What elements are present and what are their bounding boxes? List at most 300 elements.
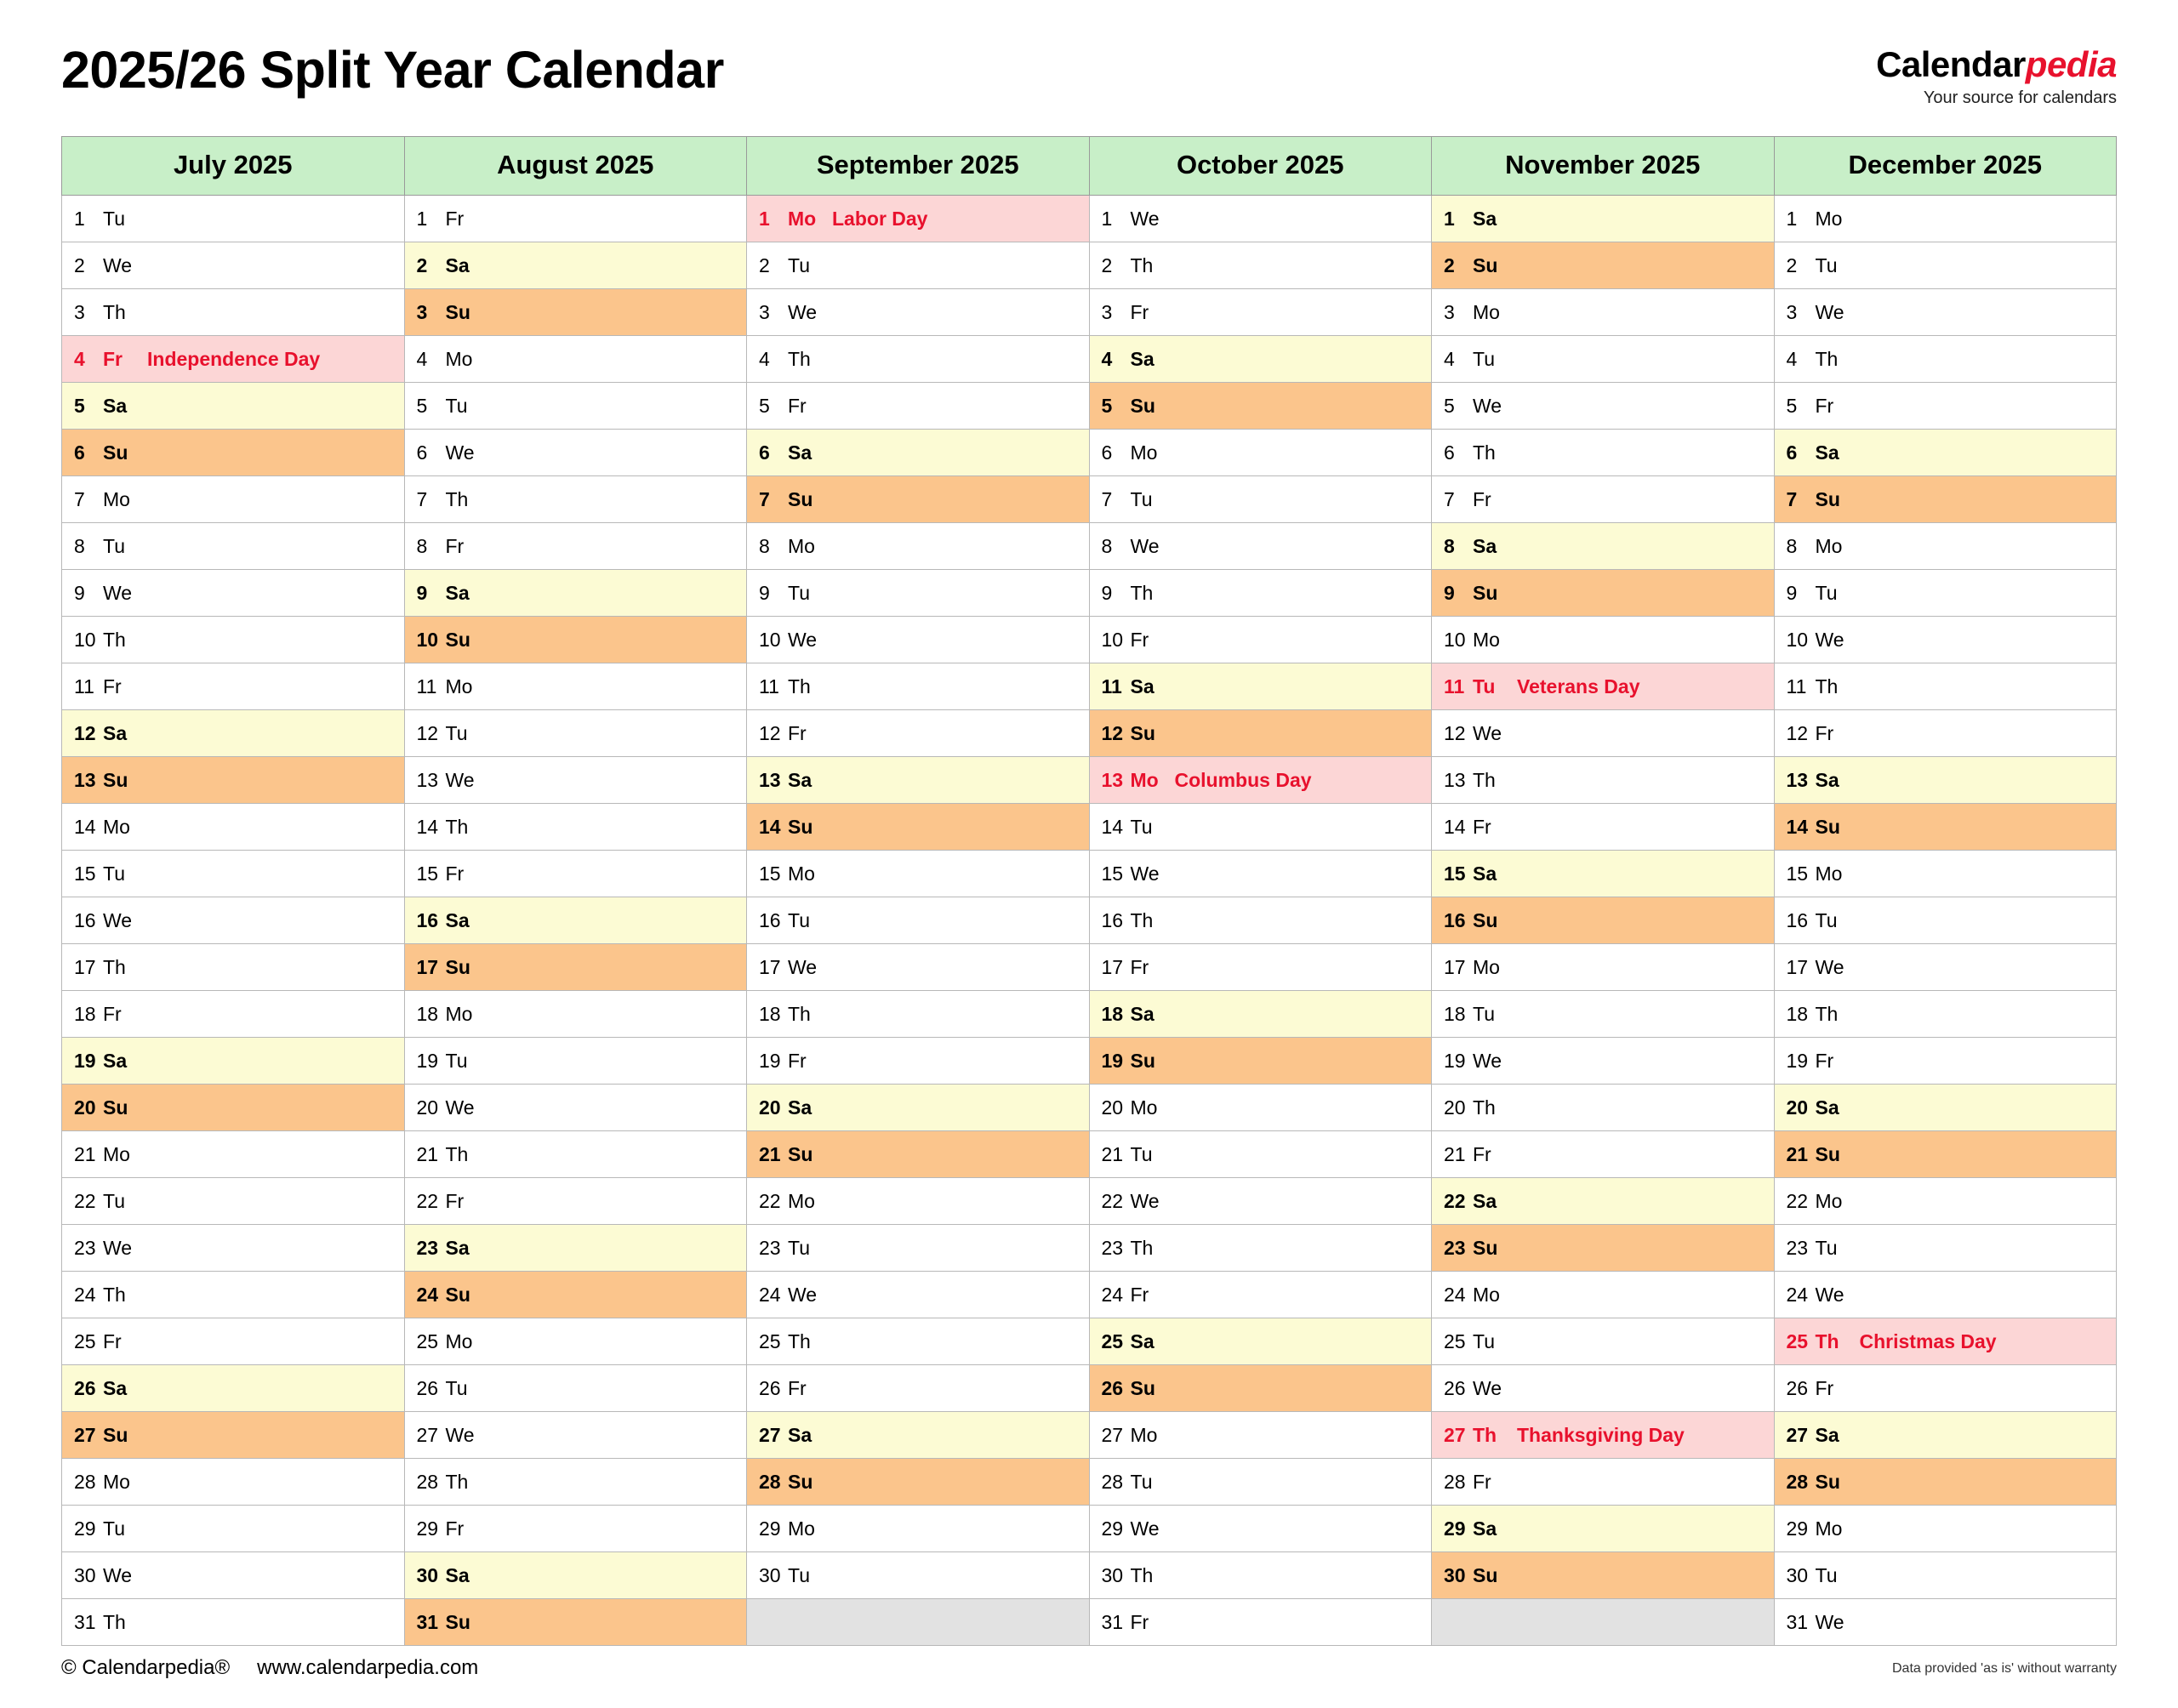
day-cell[interactable] <box>1774 1225 2117 1272</box>
day-cell[interactable] <box>404 430 747 476</box>
day-cell[interactable] <box>1774 710 2117 757</box>
day-cell[interactable] <box>62 1365 405 1412</box>
day-number: 17 <box>74 955 96 978</box>
day-cell[interactable] <box>747 1038 1090 1085</box>
day-cell[interactable] <box>404 897 747 944</box>
day-cell[interactable] <box>404 476 747 523</box>
day-cell[interactable] <box>404 336 747 383</box>
day-cell[interactable] <box>747 757 1090 804</box>
day-cell[interactable] <box>747 570 1090 617</box>
day-cell[interactable] <box>747 1552 1090 1599</box>
day-number: 7 <box>1101 487 1113 510</box>
day-cell[interactable] <box>1774 476 2117 523</box>
day-number: 10 <box>1444 628 1466 651</box>
day-cell[interactable] <box>1432 804 1775 851</box>
day-cell[interactable] <box>1089 289 1432 336</box>
day-cell[interactable] <box>1432 1272 1775 1318</box>
day-cell[interactable] <box>1774 336 2117 383</box>
calendar-row <box>62 1365 2117 1412</box>
day-cell[interactable] <box>62 523 405 570</box>
day-cell[interactable] <box>1089 1225 1432 1272</box>
day-number: 15 <box>1444 862 1466 885</box>
day-cell[interactable] <box>1774 944 2117 991</box>
day-cell[interactable] <box>62 476 405 523</box>
day-of-week: We <box>788 955 818 978</box>
day-cell[interactable] <box>1774 1459 2117 1506</box>
day-cell[interactable] <box>1432 663 1775 710</box>
day-cell[interactable] <box>1774 1552 2117 1599</box>
day-cell[interactable] <box>747 1225 1090 1272</box>
day-cell[interactable] <box>404 1459 747 1506</box>
day-cell[interactable] <box>404 1318 747 1365</box>
day-of-week: Th <box>788 1329 811 1352</box>
day-cell[interactable] <box>1432 1038 1775 1085</box>
day-of-week: Su <box>445 628 470 651</box>
day-cell[interactable] <box>404 710 747 757</box>
day-of-week: Su <box>1130 721 1155 744</box>
day-cell[interactable] <box>62 617 405 663</box>
day-cell[interactable] <box>747 804 1090 851</box>
day-cell[interactable] <box>62 1318 405 1365</box>
calendar-row <box>62 476 2117 523</box>
day-cell[interactable] <box>1774 1085 2117 1131</box>
day-cell[interactable] <box>404 523 747 570</box>
day-cell[interactable] <box>1432 1552 1775 1599</box>
day-cell[interactable] <box>747 1318 1090 1365</box>
day-number: 12 <box>416 721 439 744</box>
day-cell[interactable] <box>404 851 747 897</box>
day-cell[interactable] <box>404 1412 747 1459</box>
day-cell[interactable] <box>1774 1131 2117 1178</box>
day-cell[interactable] <box>747 617 1090 663</box>
day-number: 1 <box>759 207 770 230</box>
day-number: 2 <box>74 253 85 276</box>
day-cell[interactable] <box>1774 383 2117 430</box>
day-cell[interactable] <box>747 289 1090 336</box>
day-number: 11 <box>1444 675 1465 697</box>
day-cell[interactable] <box>1089 1459 1432 1506</box>
day-cell[interactable] <box>1432 523 1775 570</box>
brand-accent-text: pedia <box>2025 44 2117 84</box>
day-cell[interactable] <box>1432 336 1775 383</box>
day-cell[interactable] <box>1432 757 1775 804</box>
day-cell[interactable] <box>1432 1225 1775 1272</box>
day-of-week: Fr <box>788 721 807 744</box>
day-cell[interactable] <box>1774 663 2117 710</box>
day-cell[interactable] <box>747 196 1090 242</box>
day-cell[interactable] <box>404 663 747 710</box>
day-of-week: Su <box>1130 394 1155 417</box>
day-cell[interactable] <box>62 1552 405 1599</box>
day-cell[interactable] <box>747 1085 1090 1131</box>
day-cell[interactable] <box>747 897 1090 944</box>
day-of-week: We <box>103 1563 133 1586</box>
day-cell[interactable] <box>62 242 405 289</box>
day-cell[interactable] <box>1774 1178 2117 1225</box>
day-of-week: Su <box>445 955 470 978</box>
calendar-row <box>62 757 2117 804</box>
day-cell[interactable] <box>1432 242 1775 289</box>
day-cell[interactable] <box>1774 1272 2117 1318</box>
day-cell[interactable] <box>747 1178 1090 1225</box>
day-number: 6 <box>759 441 770 464</box>
calendar-row <box>62 663 2117 710</box>
day-cell[interactable] <box>747 336 1090 383</box>
day-cell[interactable] <box>1432 476 1775 523</box>
calendar-row <box>62 1506 2117 1552</box>
day-cell[interactable] <box>404 570 747 617</box>
day-of-week: Mo <box>1473 1283 1500 1306</box>
day-cell[interactable] <box>1774 617 2117 663</box>
day-number: 23 <box>1101 1236 1124 1259</box>
day-cell[interactable] <box>1774 1412 2117 1459</box>
day-of-week: Su <box>103 1096 128 1119</box>
day-cell[interactable] <box>404 196 747 242</box>
day-cell[interactable] <box>1774 1506 2117 1552</box>
day-cell[interactable] <box>404 617 747 663</box>
day-number: 11 <box>74 675 94 697</box>
day-cell[interactable] <box>1432 1506 1775 1552</box>
day-of-week: Fr <box>1473 1142 1491 1165</box>
day-cell[interactable] <box>1774 1318 2117 1365</box>
day-cell[interactable] <box>1432 1131 1775 1178</box>
day-cell[interactable] <box>1432 944 1775 991</box>
day-cell[interactable] <box>404 1131 747 1178</box>
day-number: 3 <box>759 300 770 323</box>
day-cell[interactable] <box>1089 1038 1432 1085</box>
day-cell[interactable] <box>1432 617 1775 663</box>
day-cell[interactable] <box>1089 757 1432 804</box>
day-number: 5 <box>759 394 770 417</box>
day-cell[interactable] <box>404 757 747 804</box>
day-cell[interactable] <box>1089 1506 1432 1552</box>
day-of-week: Fr <box>1815 721 1834 744</box>
day-cell[interactable] <box>1432 710 1775 757</box>
day-cell[interactable] <box>1774 804 2117 851</box>
day-cell[interactable] <box>1089 1318 1432 1365</box>
day-number: 17 <box>1786 955 1809 978</box>
day-number: 1 <box>1444 207 1455 230</box>
day-cell[interactable] <box>1089 944 1432 991</box>
day-number: 3 <box>74 300 85 323</box>
day-number: 21 <box>1444 1142 1466 1165</box>
day-cell[interactable] <box>747 242 1090 289</box>
day-cell[interactable] <box>404 1178 747 1225</box>
calendar-row <box>62 804 2117 851</box>
day-cell[interactable] <box>1432 1365 1775 1412</box>
day-cell[interactable] <box>1432 1459 1775 1506</box>
day-cell[interactable] <box>1089 851 1432 897</box>
day-cell[interactable] <box>1432 383 1775 430</box>
day-cell[interactable] <box>747 476 1090 523</box>
day-cell[interactable] <box>404 1365 747 1412</box>
day-cell[interactable] <box>1089 242 1432 289</box>
calendar-row <box>62 617 2117 663</box>
empty-cell <box>747 1599 1090 1646</box>
day-cell[interactable] <box>1089 476 1432 523</box>
day-cell[interactable] <box>1432 1412 1775 1459</box>
day-cell[interactable] <box>1774 1599 2117 1646</box>
day-cell[interactable] <box>747 710 1090 757</box>
day-of-week: Th <box>103 955 126 978</box>
day-cell[interactable] <box>747 1459 1090 1506</box>
day-cell[interactable] <box>747 663 1090 710</box>
day-cell[interactable] <box>62 1131 405 1178</box>
day-cell[interactable] <box>404 1038 747 1085</box>
day-cell[interactable] <box>1089 804 1432 851</box>
day-cell[interactable] <box>747 1365 1090 1412</box>
day-cell[interactable] <box>62 757 405 804</box>
day-cell[interactable] <box>404 991 747 1038</box>
day-cell[interactable] <box>1089 1412 1432 1459</box>
day-cell[interactable] <box>747 1506 1090 1552</box>
day-cell[interactable] <box>404 242 747 289</box>
day-cell[interactable] <box>1432 991 1775 1038</box>
day-of-week: Sa <box>103 394 128 417</box>
day-cell[interactable] <box>1774 757 2117 804</box>
day-cell[interactable] <box>62 1038 405 1085</box>
day-cell[interactable] <box>404 804 747 851</box>
holiday-label: Christmas Day <box>1859 1329 1997 1352</box>
day-cell[interactable] <box>62 944 405 991</box>
day-cell[interactable] <box>62 1412 405 1459</box>
day-number: 21 <box>1786 1142 1809 1165</box>
day-number: 28 <box>74 1470 96 1493</box>
day-of-week: Th <box>1130 1563 1154 1586</box>
day-of-week: Fr <box>103 675 122 697</box>
day-of-week: Sa <box>788 1096 812 1119</box>
day-cell[interactable] <box>62 851 405 897</box>
day-number: 27 <box>1444 1423 1466 1446</box>
day-cell[interactable] <box>404 289 747 336</box>
day-cell[interactable] <box>1089 1599 1432 1646</box>
calendar-row <box>62 1552 2117 1599</box>
day-of-week: Tu <box>1130 1470 1153 1493</box>
day-cell[interactable] <box>747 430 1090 476</box>
day-cell[interactable] <box>1089 991 1432 1038</box>
day-of-week: Mo <box>445 1329 473 1352</box>
calendar-row <box>62 570 2117 617</box>
day-of-week: We <box>1473 394 1502 417</box>
day-cell[interactable] <box>62 663 405 710</box>
day-cell[interactable] <box>1774 991 2117 1038</box>
calendar-row <box>62 851 2117 897</box>
day-of-week: Fr <box>445 1517 465 1540</box>
day-of-week: Su <box>103 441 128 464</box>
day-cell[interactable] <box>1774 851 2117 897</box>
day-cell[interactable] <box>747 991 1090 1038</box>
day-number: 22 <box>74 1189 96 1212</box>
website-url[interactable]: www.calendarpedia.com <box>257 1656 479 1679</box>
day-number: 8 <box>416 534 428 557</box>
day-number: 21 <box>416 1142 439 1165</box>
day-cell[interactable] <box>1432 196 1775 242</box>
day-of-week: Fr <box>788 394 807 417</box>
day-number: 24 <box>1444 1283 1466 1306</box>
day-cell[interactable] <box>1432 430 1775 476</box>
day-number: 5 <box>1786 394 1798 417</box>
day-cell[interactable] <box>62 991 405 1038</box>
day-cell[interactable] <box>62 1506 405 1552</box>
day-cell[interactable] <box>1089 1365 1432 1412</box>
day-cell[interactable] <box>747 851 1090 897</box>
day-cell[interactable] <box>404 1599 747 1646</box>
day-of-week: Su <box>445 300 470 323</box>
day-number: 15 <box>416 862 439 885</box>
day-of-week: Tu <box>788 908 810 931</box>
page-title: 2025/26 Split Year Calendar <box>61 41 724 99</box>
day-of-week: We <box>788 300 818 323</box>
day-number: 10 <box>1101 628 1124 651</box>
day-number: 5 <box>1444 394 1455 417</box>
day-number: 20 <box>1101 1096 1124 1119</box>
day-cell[interactable] <box>1432 289 1775 336</box>
day-cell[interactable] <box>62 1178 405 1225</box>
day-of-week: Tu <box>1473 675 1496 697</box>
day-cell[interactable] <box>1774 523 2117 570</box>
day-of-week: Fr <box>445 1189 465 1212</box>
day-cell[interactable] <box>62 1225 405 1272</box>
day-cell[interactable] <box>1089 570 1432 617</box>
day-number: 17 <box>759 955 781 978</box>
day-cell[interactable] <box>1432 1085 1775 1131</box>
day-number: 22 <box>759 1189 781 1212</box>
day-of-week: Su <box>788 1470 813 1493</box>
day-cell[interactable] <box>1774 897 2117 944</box>
day-cell[interactable] <box>404 383 747 430</box>
day-cell[interactable] <box>1089 663 1432 710</box>
day-cell[interactable] <box>1089 523 1432 570</box>
day-cell[interactable] <box>1774 1365 2117 1412</box>
day-cell[interactable] <box>1432 1318 1775 1365</box>
day-cell[interactable] <box>1774 570 2117 617</box>
day-cell[interactable] <box>1089 383 1432 430</box>
day-cell[interactable] <box>1089 336 1432 383</box>
day-of-week: Mo <box>103 1142 130 1165</box>
day-cell[interactable] <box>1774 430 2117 476</box>
day-of-week: Fr <box>1130 628 1149 651</box>
day-cell[interactable] <box>747 944 1090 991</box>
day-cell[interactable] <box>1089 196 1432 242</box>
day-number: 4 <box>1786 347 1798 370</box>
day-of-week: We <box>1815 300 1844 323</box>
day-cell[interactable] <box>404 1225 747 1272</box>
day-of-week: Su <box>1130 1049 1155 1072</box>
day-cell[interactable] <box>62 1459 405 1506</box>
day-cell[interactable] <box>62 570 405 617</box>
day-of-week: Fr <box>1130 1283 1149 1306</box>
day-cell[interactable] <box>62 804 405 851</box>
day-of-week: Sa <box>1130 1002 1155 1025</box>
day-number: 21 <box>759 1142 781 1165</box>
day-number: 25 <box>1444 1329 1466 1352</box>
day-number: 4 <box>1444 347 1455 370</box>
day-number: 27 <box>1101 1423 1124 1446</box>
day-cell[interactable] <box>62 710 405 757</box>
day-cell[interactable] <box>62 1599 405 1646</box>
day-number: 25 <box>1101 1329 1124 1352</box>
day-of-week: Mo <box>788 862 815 885</box>
day-number: 27 <box>759 1423 781 1446</box>
day-number: 29 <box>74 1517 96 1540</box>
day-cell[interactable] <box>1432 570 1775 617</box>
day-cell[interactable] <box>1089 617 1432 663</box>
day-number: 14 <box>416 815 439 838</box>
day-number: 12 <box>1101 721 1124 744</box>
day-cell[interactable] <box>1089 897 1432 944</box>
day-cell[interactable] <box>62 336 405 383</box>
day-of-week: Fr <box>1815 394 1834 417</box>
day-of-week: Fr <box>103 1002 122 1025</box>
day-cell[interactable] <box>1774 242 2117 289</box>
day-cell[interactable] <box>62 1085 405 1131</box>
day-number: 30 <box>1444 1563 1466 1586</box>
day-cell[interactable] <box>1089 1131 1432 1178</box>
day-cell[interactable] <box>62 289 405 336</box>
day-number: 19 <box>416 1049 439 1072</box>
day-of-week: Sa <box>103 1376 128 1399</box>
day-cell[interactable] <box>404 1552 747 1599</box>
day-cell[interactable] <box>1089 430 1432 476</box>
day-cell[interactable] <box>1432 851 1775 897</box>
day-number: 22 <box>416 1189 439 1212</box>
day-of-week: Su <box>1815 1470 1840 1493</box>
day-cell[interactable] <box>1774 289 2117 336</box>
day-of-week: Sa <box>788 768 812 791</box>
day-cell[interactable] <box>62 430 405 476</box>
day-cell[interactable] <box>62 897 405 944</box>
day-cell[interactable] <box>1089 1178 1432 1225</box>
calendar-table <box>61 136 2117 1646</box>
day-of-week: Tu <box>445 721 468 744</box>
day-cell[interactable] <box>1432 897 1775 944</box>
day-cell[interactable] <box>62 383 405 430</box>
day-number: 31 <box>416 1610 439 1633</box>
day-of-week: Sa <box>1815 1096 1839 1119</box>
day-cell[interactable] <box>1089 1552 1432 1599</box>
day-cell[interactable] <box>1089 1272 1432 1318</box>
day-cell[interactable] <box>404 944 747 991</box>
day-cell[interactable] <box>747 523 1090 570</box>
day-cell[interactable] <box>747 1272 1090 1318</box>
day-cell[interactable] <box>747 1412 1090 1459</box>
day-cell[interactable] <box>1432 1178 1775 1225</box>
day-cell[interactable] <box>747 1131 1090 1178</box>
day-cell[interactable] <box>1774 196 2117 242</box>
day-number: 9 <box>1786 581 1798 604</box>
day-of-week: Th <box>1815 675 1839 697</box>
day-of-week: Mo <box>445 347 473 370</box>
day-number: 19 <box>74 1049 96 1072</box>
day-cell[interactable] <box>62 1272 405 1318</box>
day-cell[interactable] <box>1774 1038 2117 1085</box>
day-of-week: Su <box>1473 908 1498 931</box>
day-cell[interactable] <box>404 1272 747 1318</box>
day-cell[interactable] <box>1089 710 1432 757</box>
day-of-week: Su <box>1130 1376 1155 1399</box>
day-cell[interactable] <box>1089 1085 1432 1131</box>
day-number: 13 <box>1444 768 1466 791</box>
day-number: 14 <box>1444 815 1466 838</box>
day-number: 10 <box>1786 628 1809 651</box>
day-of-week: Mo <box>103 1470 130 1493</box>
day-cell[interactable] <box>404 1085 747 1131</box>
day-cell[interactable] <box>62 196 405 242</box>
day-number: 14 <box>1101 815 1124 838</box>
day-cell[interactable] <box>747 383 1090 430</box>
day-number: 18 <box>759 1002 781 1025</box>
day-cell[interactable] <box>404 1506 747 1552</box>
